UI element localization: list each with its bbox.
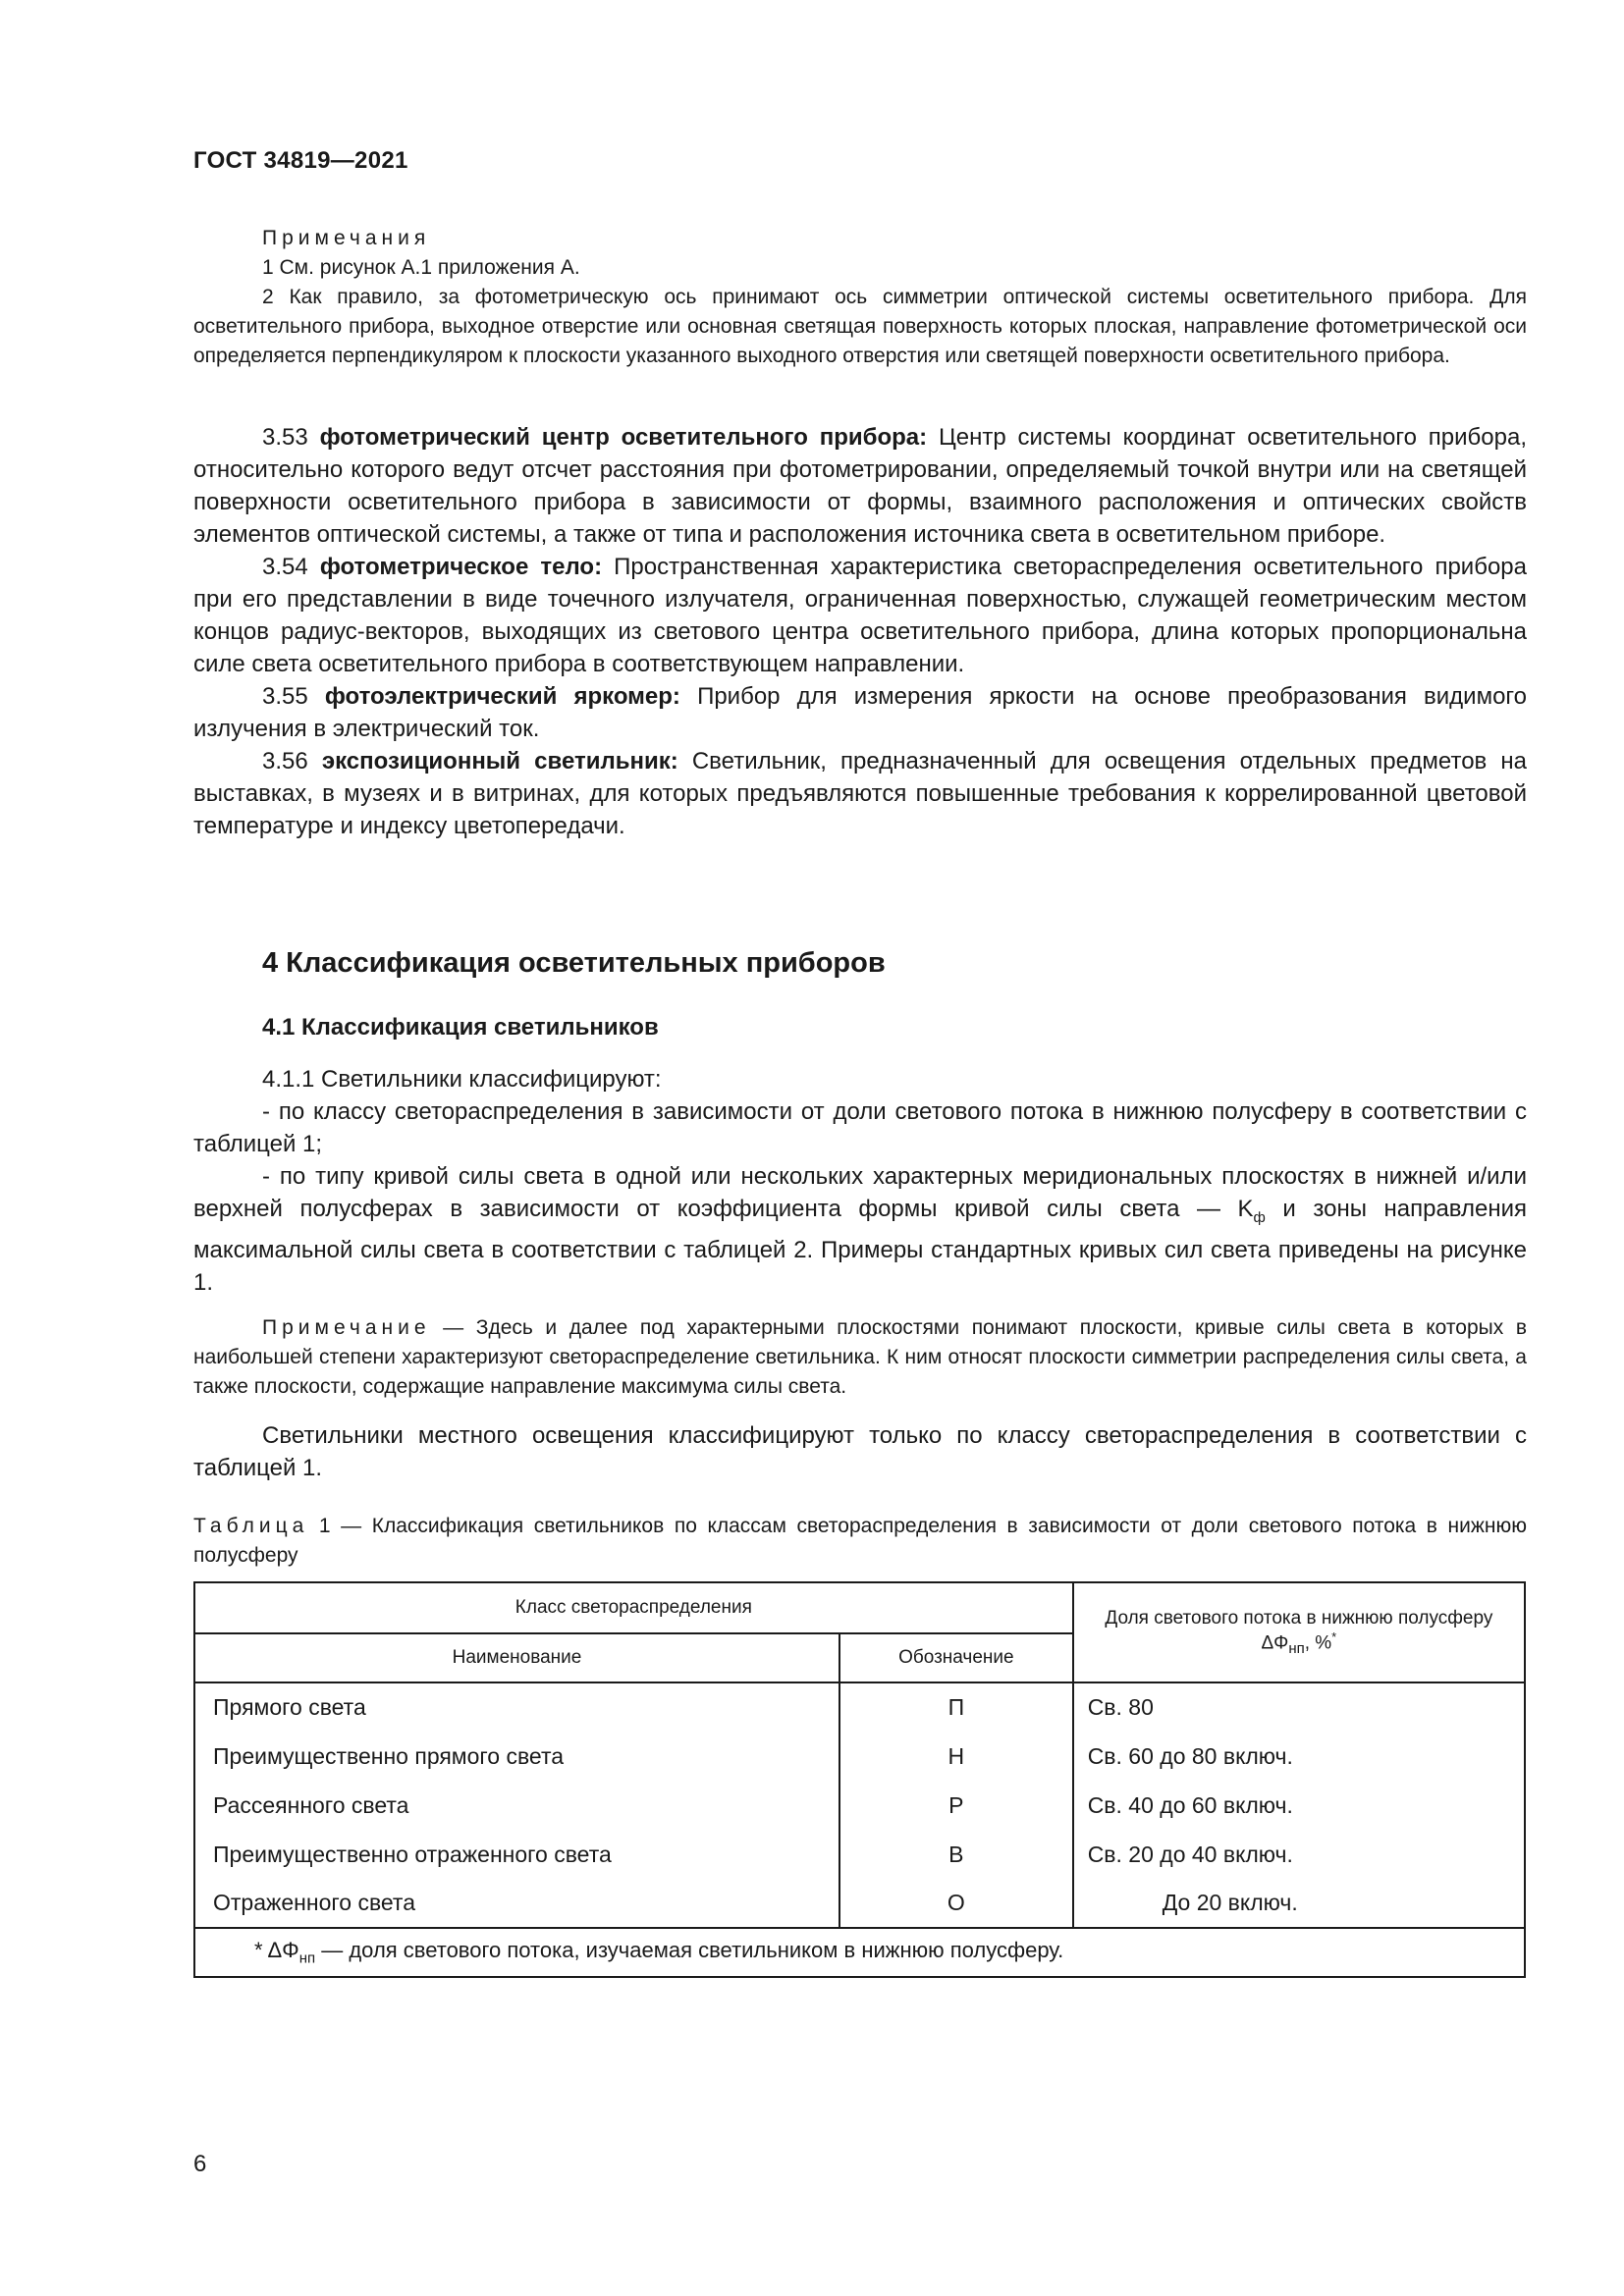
note-2: 2 Как правило, за фотометрическую ось принимают ось симметрии оптической системы осветительного прибора. Для осветительного прибора, выходное отверстие или основная светящая поверхность которых плоская, направление фотометрической оси определяется перпендикуляром к плоскости указанного выходного отверстия или светящей поверхности осветительного прибора.: [193, 286, 1527, 367]
page-number: 6: [193, 2151, 207, 2177]
para-4-1-1: 4.1.1 Светильники классифицируют:: [262, 1066, 662, 1093]
term-number: 3.54: [262, 554, 308, 580]
table-row: Преимущественно прямого света Н Св. 60 до 80 включ.: [194, 1732, 1525, 1781]
table-label: Таблица: [193, 1515, 309, 1537]
terms-block: [193, 421, 1527, 842]
table-footnote: * $\Delta\Phi_{нп}$ — доля светового потока, изучаемая светильником в нижнюю полусферу.: [194, 1928, 1525, 1977]
term-name: фотоэлектрический яркомер:: [324, 683, 680, 710]
section-4-title: 4 Классификация осветительных приборов: [262, 947, 886, 979]
notes-block: [193, 224, 1527, 371]
table-row: Рассеянного света Р Св. 40 до 60 включ.: [194, 1781, 1525, 1830]
table-header-share: Доля светового потока в нижнюю полусферу $\Delta\Phi_{нп}$, %*: [1073, 1582, 1525, 1682]
term-number: 3.56: [262, 748, 308, 774]
term-definition: Прибор для измерения яркости на основе преобразования видимого излучения в электрический ток.: [193, 683, 1528, 742]
term-number: 3.55: [262, 683, 308, 710]
para-curve-type: - по типу кривой силы света в одной или нескольких характерных меридиональных плоскостях в нижней и/или верхней полусферах в зависимости от коэффициента формы кривой силы света — $K_ф$ и зоны направления максимальной силы света в соответствии с таблицей 2. Примеры стандартных кривых сил света приведены на рисунке 1.: [193, 1163, 1528, 1296]
note-label: Примечание: [262, 1316, 431, 1339]
para-local-lighting: Светильники местного освещения классифицируют только по классу светораспределения в соответствии с таблицей 1.: [193, 1422, 1527, 1481]
term-definition: Светильник, предназначенный для освещения отдельных предметов на выставках, в музеях и в витринах, для которых предъявляются повышенные требования к коррелированной цветовой температуре и индексу цветопередачи.: [193, 748, 1527, 839]
table-row: Прямого света П Св. 80: [194, 1682, 1525, 1732]
table-caption-text: 1 — Классификация светильников по классам светораспределения в зависимости от доли светового потока в нижнюю полусферу: [193, 1515, 1527, 1567]
term-3-53: [193, 421, 1527, 551]
document-header: ГОСТ 34819—2021: [193, 147, 408, 174]
table-1: [193, 1581, 1526, 1978]
term-name: фотометрическое тело:: [319, 554, 603, 580]
section-4-1-title: 4.1 Классификация светильников: [262, 1014, 659, 1041]
section-4-1-body: [193, 1063, 1527, 1299]
table-row: Отраженного света О До 20 включ.: [194, 1879, 1525, 1928]
table-header-code: Обозначение: [839, 1633, 1073, 1682]
note-text: — Здесь и далее под характерными плоскостями понимают плоскости, кривые силы света в которых в наибольшей степени характеризуют светораспределение светильника. К ним относят плоскости симметрии распределения силы света, а также плоскости, содержащие направление максимума силы света.: [193, 1316, 1527, 1398]
section-note: [193, 1313, 1527, 1402]
term-name: фотометрический центр осветительного прибора:: [319, 424, 928, 451]
term-definition: Пространственная характеристика светораспределения осветительного прибора при его представлении в виде точечного излучателя, ограниченная поверхностью, служащей геометрическим местом концов радиус-векторов, выходящих из светового центра осветительного прибора, длина которых пропорциональна силе света осветительного прибора в соответствующем направлении.: [193, 554, 1528, 677]
term-definition: Центр системы координат осветительного прибора, относительно которого ведут отсчет расстояния при фотометрировании, определяемый точкой внутри или на светящей поверхности осветительного прибора в зависимости от формы, взаимного расположения и оптических свойств элементов оптической системы, а также от типа и расположения источника света в осветительном приборе.: [193, 424, 1527, 548]
term-number: 3.53: [262, 424, 308, 451]
term-name: экспозиционный светильник:: [321, 748, 678, 774]
para-class-distribution: - по классу светораспределения в зависимости от доли светового потока в нижнюю полусферу в соответствии с таблицей 1;: [193, 1098, 1527, 1157]
table-row: Преимущественно отраженного света В Св. 20 до 40 включ.: [194, 1830, 1525, 1879]
term-3-54: [193, 551, 1527, 680]
term-3-55: [193, 680, 1527, 745]
term-3-56: [193, 745, 1527, 842]
note-1: 1 См. рисунок А.1 приложения А.: [262, 256, 580, 279]
notes-title: Примечания: [262, 227, 431, 249]
table-header-name: Наименование: [194, 1633, 839, 1682]
table-1-caption: [193, 1512, 1527, 1571]
table-header-class: Класс светораспределения: [194, 1582, 1073, 1633]
